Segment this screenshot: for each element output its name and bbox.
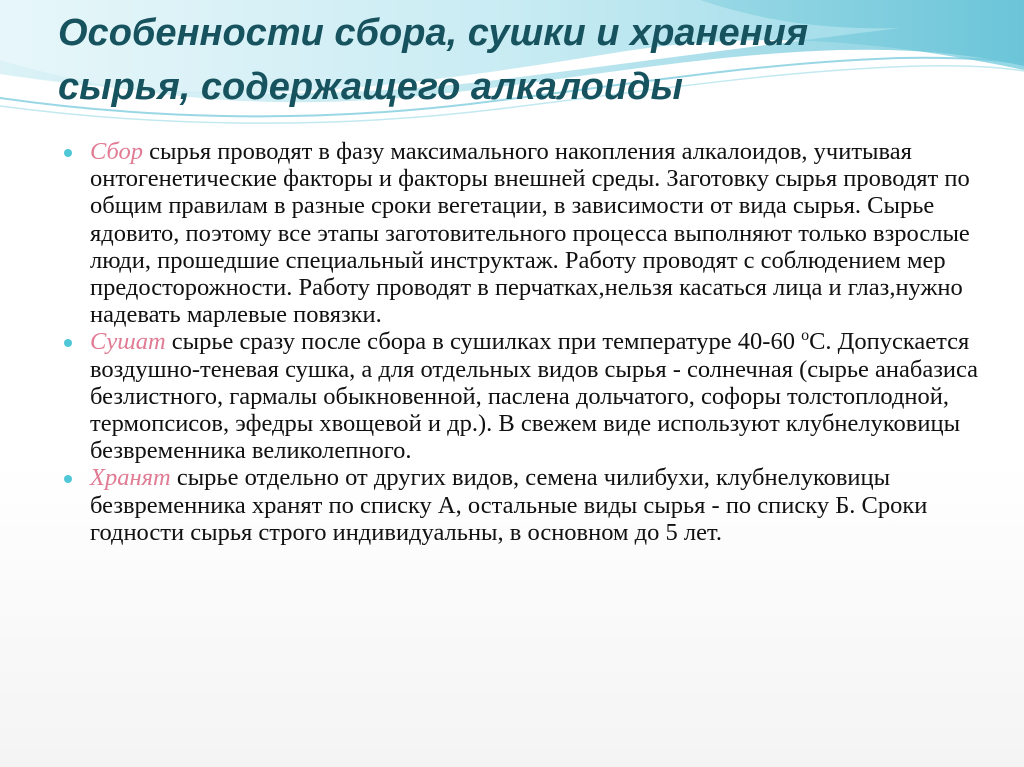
bullet-keyword: Хранят — [90, 464, 171, 492]
page-title — [58, 6, 958, 114]
bullet-item-drying — [60, 328, 980, 464]
bullet-text-continued: С. Допускается воздушно-теневая сушка, а для отдельных видов сырья - солнечная (сырье анабазиса безлистного, гармалы обыкновенной, паслена дольчатого, софоры толстоплодной, термопсисов, эфедры хвощевой и др.). В свежем виде используют клубнелуковицы безвременника великолепного. — [90, 328, 979, 465]
bullet-keyword: Сбор — [90, 138, 144, 165]
bullet-dot-icon — [64, 339, 72, 347]
title-line-2: сырья, содержащего алкалоиды — [58, 66, 683, 108]
bullet-dot-icon — [64, 475, 72, 483]
bullet-list — [60, 138, 980, 546]
title-line-1: Особенности сбора, сушки и хранения — [58, 12, 809, 54]
bullet-text: сырье отдельно от других видов, семена чилибухи, клубнелуковицы безвременника хранят по списку А, остальные виды сырья - по списку Б. Сроки годности сырья строго индивидуальны, в основном до 5 лет. — [90, 464, 928, 546]
bullet-text: сырье сразу после сбора в сушилках при температуре 40-60 — [165, 328, 802, 356]
bullet-item-storage — [60, 464, 980, 546]
bullet-item-collection — [60, 138, 980, 328]
bullet-dot-icon — [64, 149, 72, 157]
bullet-keyword: Сушат — [90, 328, 166, 356]
bullet-text: сырья проводят в фазу максимального накопления алкалоидов, учитывая онтогенетические факторы и факторы внешней среды. Заготовку сырья проводят по общим правилам в разные сроки вегетации, в зависимости от вида сырья. Сырье ядовито, поэтому все этапы заготовительного процесса выполняют только взрослые люди, прошедшие специальный инструктаж. Работу проводят с соблюдением мер предосторожности. Работу проводят в перчатках,нельзя касаться лица и глаз,нужно надевать марлевые повязки. — [90, 138, 970, 329]
degree-superscript: о — [801, 327, 810, 345]
